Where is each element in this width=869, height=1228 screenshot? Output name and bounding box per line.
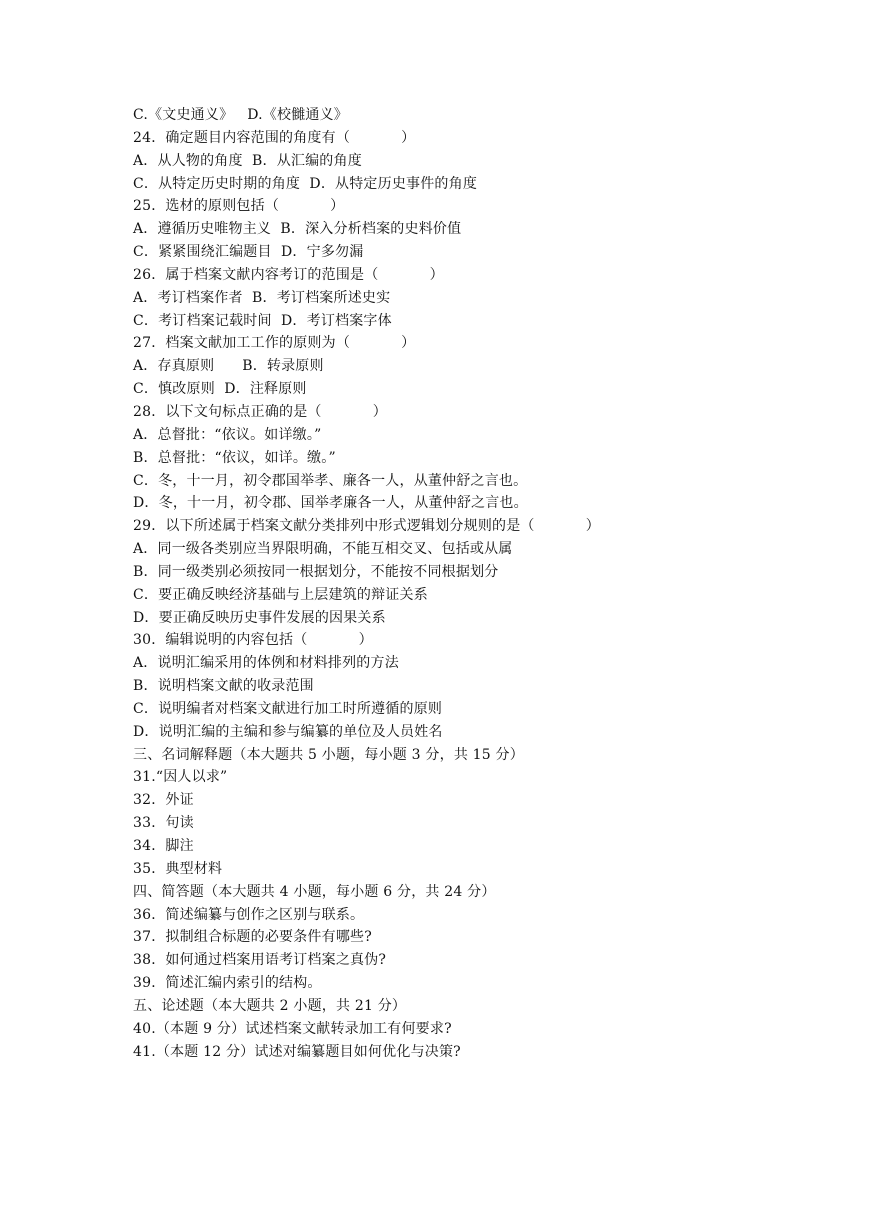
question-26: 26．属于档案文献内容考订的范围是（ ） <box>133 266 444 283</box>
option-28d: D．冬，十一月，初令郡、国举孝廉各一人，从董仲舒之言也。 <box>133 495 528 512</box>
option-line-27ab: A．存真原则 B．转录原则 <box>133 358 324 375</box>
question-36: 36．简述编纂与创作之区别与联系。 <box>133 906 365 923</box>
question-35: 35．典型材料 <box>133 860 223 877</box>
question-38: 38．如何通过档案用语考订档案之真伪? <box>133 952 387 969</box>
question-31: 31.“因人以求” <box>133 769 228 786</box>
option-30c: C．说明编者对档案文献进行加工时所遵循的原则 <box>133 700 443 717</box>
question-27: 27．档案文献加工工作的原则为（ ） <box>133 335 416 352</box>
option-28c: C．冬，十一月，初令郡国举孝、廉各一人，从董仲舒之言也。 <box>133 472 528 489</box>
option-30a: A．说明汇编采用的体例和材料排列的方法 <box>133 655 399 672</box>
exam-document <box>133 104 833 1063</box>
option-28b: B．总督批：“依议，如详。缴。” <box>133 449 336 466</box>
question-39: 39．简述汇编内索引的结构。 <box>133 975 322 992</box>
question-28: 28．以下文句标点正确的是（ ） <box>133 403 387 420</box>
question-24: 24．确定题目内容范围的角度有（ ） <box>133 129 416 146</box>
option-line-25ab: A．遵循历史唯物主义 B．深入分析档案的史料价值 <box>133 221 462 238</box>
option-29d: D．要正确反映历史事件发展的因果关系 <box>133 609 386 626</box>
option-line-24ab: A．从人物的角度 B．从汇编的角度 <box>133 152 362 169</box>
question-40: 40.（本题 9 分）试述档案文献转录加工有何要求? <box>133 1020 452 1037</box>
question-37: 37．拟制组合标题的必要条件有哪些? <box>133 929 372 946</box>
option-line-26cd: C．考订档案记载时间 D．考订档案字体 <box>133 312 392 329</box>
question-25: 25．选材的原则包括（ ） <box>133 198 345 215</box>
option-line-24cd: C．从特定历史时期的角度 D．从特定历史事件的角度 <box>133 175 478 192</box>
question-41: 41.（本题 12 分）试述对编纂题目如何优化与决策? <box>133 1043 461 1060</box>
option-28a: A．总督批：“依议。如详缴。” <box>133 426 322 443</box>
question-33: 33．句读 <box>133 815 194 832</box>
option-29b: B．同一级类别必须按同一根据划分，不能按不同根据划分 <box>133 563 499 580</box>
question-32: 32．外证 <box>133 792 194 809</box>
section-heading-4: 四、简答题（本大题共 4 小题，每小题 6 分，共 24 分） <box>133 883 496 900</box>
question-29: 29．以下所述属于档案文献分类排列中形式逻辑划分规则的是（ ） <box>133 518 600 535</box>
option-line-26ab: A．考订档案作者 B．考订档案所述史实 <box>133 289 391 306</box>
option-29c: C．要正确反映经济基础与上层建筑的辩证关系 <box>133 586 428 603</box>
question-34: 34．脚注 <box>133 838 194 854</box>
option-line-25cd: C．紧紧围绕汇编题目 D．宁多勿漏 <box>133 244 364 261</box>
option-line-27cd: C．慎改原则 D．注释原则 <box>133 381 307 398</box>
option-line-23cd: C.《文史通义》 D.《校雠通义》 <box>133 107 348 123</box>
option-30b: B．说明档案文献的收录范围 <box>133 678 314 695</box>
option-29a: A．同一级各类别应当界限明确，不能互相交叉、包括或从属 <box>133 541 513 558</box>
question-30: 30．编辑说明的内容包括（ ） <box>133 632 373 649</box>
option-30d: D．说明汇编的主编和参与编纂的单位及人员姓名 <box>133 723 443 740</box>
section-heading-5: 五、论述题（本大题共 2 小题，共 21 分） <box>133 997 407 1014</box>
section-heading-3: 三、名词解释题（本大题共 5 小题，每小题 3 分，共 15 分） <box>133 746 524 763</box>
